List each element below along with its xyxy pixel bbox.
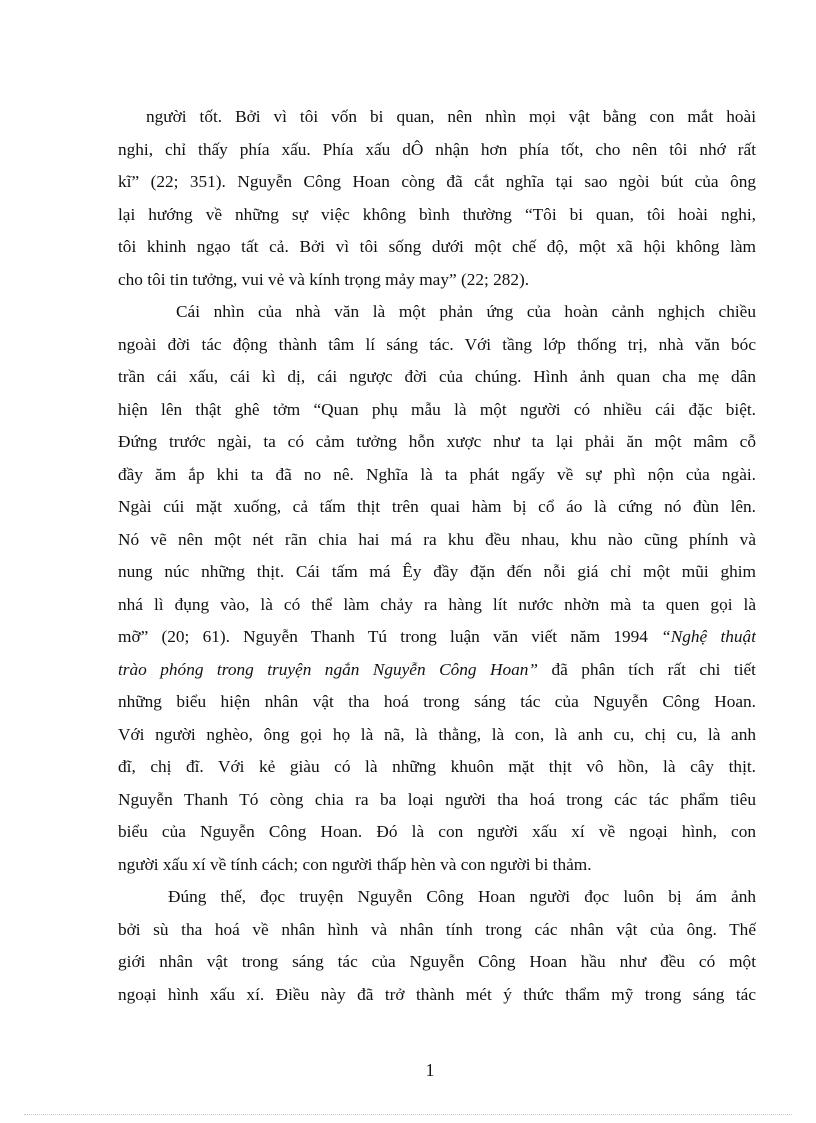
- text-line: [118, 621, 756, 654]
- text-line: Nó vẽ nên một nét rãn chia hai má ra khu đều nhau, khu nào cũng phính và: [118, 529, 756, 549]
- text-line: hiện lên thật ghê tởm “Quan phụ mẫu là một người có nhiều cái đặc biệt.: [118, 399, 756, 419]
- text-line: bởi sù tha hoá về nhân hình và nhân tính trong các nhân vật của ông. Thế: [118, 919, 756, 939]
- text-line: [118, 654, 756, 687]
- text-line: lại hướng về những sự việc không bình thường “Tôi bi quan, tôi hoài nghi,: [118, 204, 756, 224]
- text-line: trần cái xấu, cái kì dị, cái ngược đời của chúng. Hình ảnh quan cha mẹ dân: [118, 367, 756, 386]
- body-text: [118, 101, 756, 1011]
- text-line: Đứng trước ngài, ta có cảm tưởng hỗn xược như ta lại phải ăn một mâm cỗ: [118, 432, 756, 451]
- page-number: 1: [425, 1060, 435, 1080]
- text-line: nghi, chỉ thấy phía xấu. Phía xấu dÔ nhận hơn phía tốt, cho nên tôi nhớ rất: [118, 139, 756, 159]
- text-run: mỡ” (20; 61). Nguyễn Thanh Tú trong luận văn viết năm 1994: [118, 627, 662, 646]
- text-line: người xấu xí về tính cách; con người thấp hèn và con người bi thảm.: [118, 854, 592, 874]
- text-line: đầy ăm ắp khi ta đã no nê. Nghĩa là ta phát ngấy về sự phì nộn của ngài.: [118, 464, 756, 484]
- text-line: những biểu hiện nhân vật tha hoá trong sáng tác của Nguyễn Công Hoan.: [118, 692, 756, 711]
- text-line: nung núc những thịt. Cái tấm má Êy đầy đặn đến nỗi giá chỉ một mũi ghim: [118, 562, 756, 581]
- text-line: giới nhân vật trong sáng tác của Nguyễn Công Hoan hầu như đều có một: [118, 952, 756, 971]
- text-line: ngoại hình xấu xí. Điều này đã trở thành mét ý thức thẩm mỹ trong sáng tác: [118, 984, 756, 1004]
- text-line: Cái nhìn của nhà văn là một phản ứng của hoàn cảnh nghịch chiều: [176, 302, 756, 321]
- text-line: Với người nghèo, ông gọi họ là nã, là thằng, là con, là anh cu, chị cu, là anh: [118, 724, 756, 744]
- text-line: Nguyễn Thanh Tó còng chia ra ba loại người tha hoá trong các tác phẩm tiêu: [118, 789, 756, 809]
- text-line: nhá lì đụng vào, là có thể làm chảy ra hàng lít nước nhờn mà ta quen gọi là: [118, 594, 756, 614]
- text-line: tôi khinh ngạo tất cả. Bởi vì tôi sống dưới một chế độ, một xã hội không làm: [118, 237, 756, 256]
- text-line: Đúng thế, đọc truyện Nguyễn Công Hoan người đọc luôn bị ám ảnh: [168, 887, 756, 906]
- italic-title-run: “Nghệ thuật: [661, 627, 756, 646]
- text-line: kĩ” (22; 351). Nguyễn Công Hoan còng đã cắt nghĩa tại sao ngòi bút của ông: [118, 172, 756, 191]
- italic-title-run: trào phóng trong truyện ngắn Nguyễn Công Hoan”: [118, 659, 538, 679]
- text-line: ngoài đời tác động thành tâm lí sáng tác. Với tầng lớp thống trị, nhà văn bóc: [118, 334, 756, 354]
- text-line: Ngài cúi mặt xuống, cả tấm thịt trên quai hàm bị cổ áo là cứng nó đùn lên.: [118, 497, 756, 516]
- page-bottom-divider: [24, 1114, 792, 1115]
- text-line: biểu của Nguyễn Công Hoan. Đó là con người xấu xí về ngoại hình, con: [118, 822, 756, 841]
- text-line: đĩ, chị đĩ. Với kẻ giàu có là những khuôn mặt thịt vô hồn, là cây thịt.: [118, 757, 756, 776]
- text-line: cho tôi tin tưởng, vui vẻ và kính trọng mảy may” (22; 282).: [118, 269, 530, 289]
- text-line: người tốt. Bởi vì tôi vốn bi quan, nên nhìn mọi vật bằng con mắt hoài: [146, 107, 756, 126]
- text-run: đã phân tích rất chi tiết: [538, 659, 756, 679]
